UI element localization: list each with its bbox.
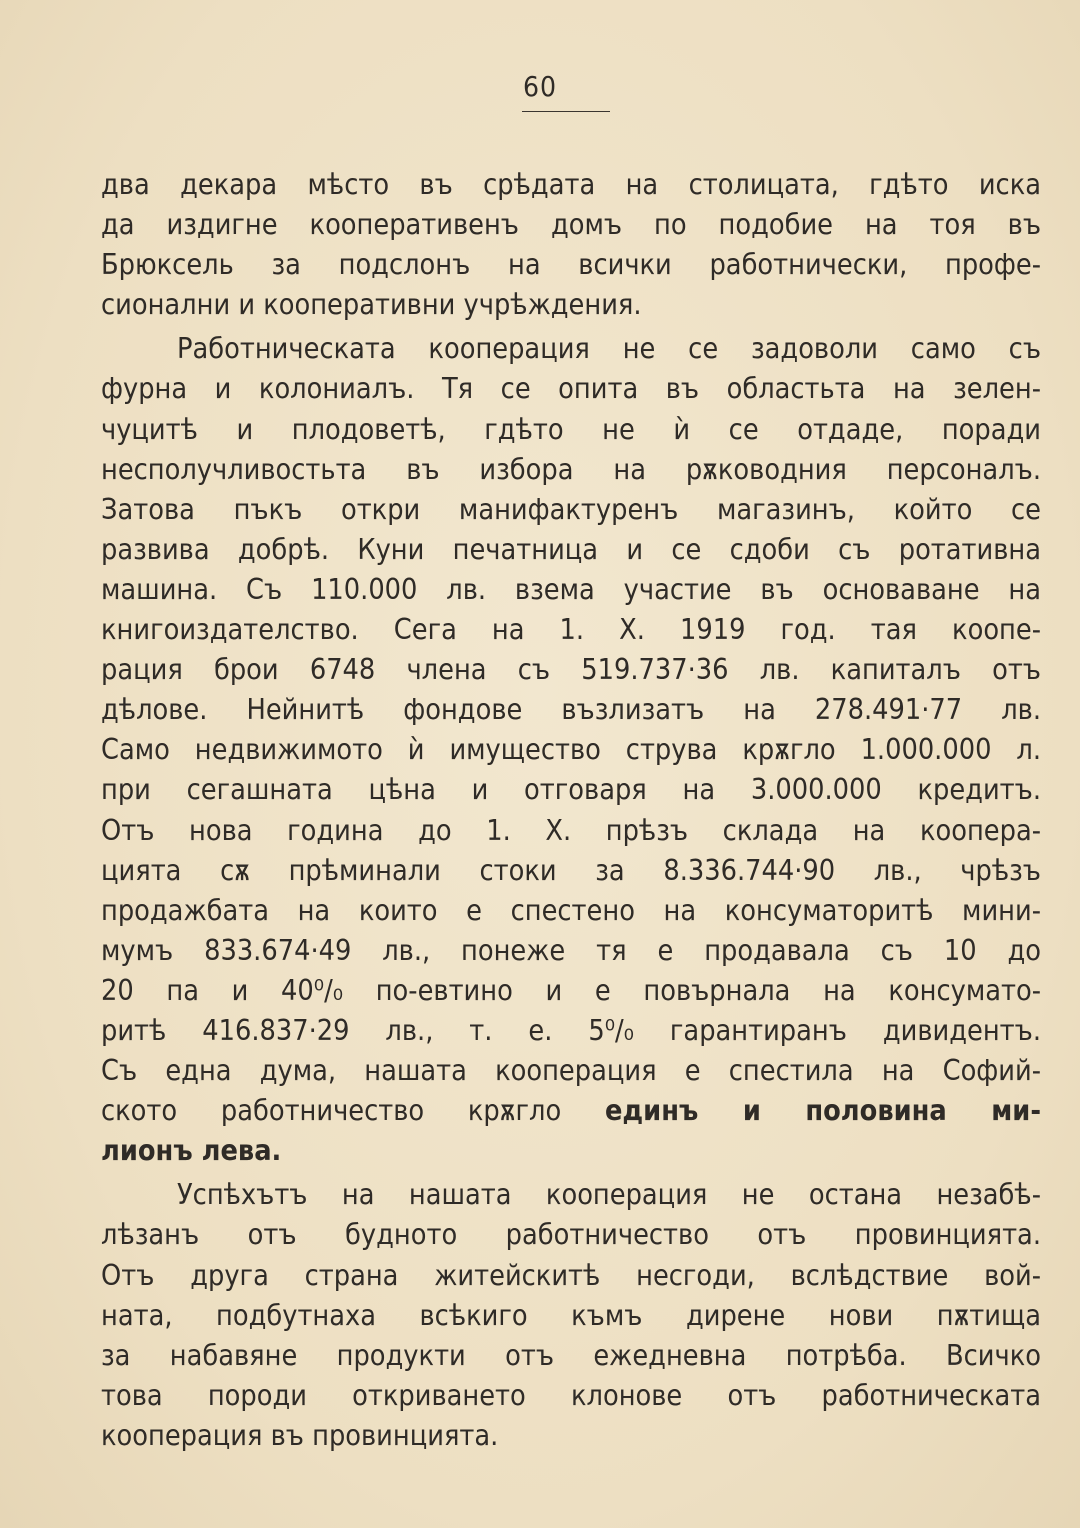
bold-span: лионъ лева. bbox=[101, 1133, 282, 1168]
text-line: рация брои 6748 члена съ 519.737·36 лв. капиталъ отъ bbox=[101, 652, 1041, 687]
bold-span: единъ и половина ми- bbox=[604, 1093, 1042, 1128]
text-line: Само недвижимото ѝ имущество струва крѫгло 1.000.000 л. bbox=[101, 732, 1041, 767]
text-line: развива добрѣ. Куни печатница и се сдоби съ ротативна bbox=[101, 531, 1041, 566]
text-line: чуцитѣ и плодоветѣ, гдѣто не ѝ се отдаде, поради bbox=[101, 411, 1041, 446]
text-line-with-bold bbox=[101, 1090, 1041, 1130]
text-line: 20 па и 40⁰/₀ по-евтино и е повърнала на консумато- bbox=[101, 972, 1041, 1007]
text-line: мумъ 833.674·49 лв., понеже тя е продавала съ 10 до bbox=[101, 932, 1041, 967]
body-text bbox=[101, 164, 1041, 1455]
paragraph-3 bbox=[101, 1174, 1041, 1455]
text-line: лѣзанъ отъ будното работничество отъ провинцията. bbox=[101, 1217, 1041, 1252]
text-line: ритѣ 416.837·29 лв., т. е. 5⁰/₀ гарантиранъ дивидентъ. bbox=[101, 1012, 1041, 1047]
text-line: при сегашната цѣна и отговаря на 3.000.000 кредитъ. bbox=[101, 772, 1041, 807]
plain-span: ското работничество крѫгло bbox=[101, 1093, 562, 1128]
text-line: Отъ друга страна житейскитѣ несгоди, вслѣдствие вой- bbox=[101, 1257, 1041, 1292]
text-line: Брюксель за подслонъ на всички работнически, профе- bbox=[101, 247, 1041, 282]
text-line: книгоиздателство. Сега на 1. X. 1919 год. тая коопе- bbox=[101, 612, 1041, 647]
text-line: това породи откриването клонове отъ работническата bbox=[101, 1377, 1041, 1412]
text-line: цията сѫ прѣминали стоки за 8.336.744·90 лв., чрѣзъ bbox=[101, 852, 1041, 887]
text-line: машина. Съ 110.000 лв. взема участие въ основаване на bbox=[101, 571, 1041, 606]
text-line: фурна и колониалъ. Тя се опита въ областьта на зелен- bbox=[101, 371, 1041, 406]
text-line: Успѣхътъ на нашата кооперация не остана незабѣ- bbox=[177, 1177, 1041, 1212]
text-line: сионални и кооперативни учрѣждения. bbox=[101, 287, 642, 322]
paragraph-2 bbox=[101, 328, 1041, 1170]
page-number: 60 bbox=[522, 70, 558, 103]
text-line: да издигне кооперативенъ домъ по подобие на тоя въ bbox=[101, 207, 1041, 242]
page-number-rule bbox=[522, 111, 610, 112]
text-line: несполучливостьта въ избора на рѫководния персоналъ. bbox=[101, 451, 1041, 486]
text-line: за набавяне продукти отъ ежедневна потрѣба. Всичко bbox=[101, 1337, 1041, 1372]
text-line: кооперация въ провинцията. bbox=[101, 1417, 499, 1452]
text-line: Затова пъкъ откри манифактуренъ магазинъ, който се bbox=[101, 491, 1041, 526]
paragraph-1 bbox=[101, 164, 1041, 324]
text-line: Отъ нова година до 1. X. прѣзъ склада на коопера- bbox=[101, 812, 1041, 847]
text-line: продажбата на които е спестено на консуматоритѣ мини- bbox=[101, 892, 1041, 927]
text-line: два декара мѣсто въ срѣдата на столицата, гдѣто иска bbox=[101, 167, 1041, 201]
text-line-bold bbox=[101, 1130, 1041, 1170]
text-line: Работническата кооперация не се задоволи само съ bbox=[177, 331, 1041, 366]
text-line: Съ една дума, нашата кооперация е спестила на Софий- bbox=[101, 1053, 1041, 1088]
text-line: дѣлове. Нейнитѣ фондове възлизатъ на 278.491·77 лв. bbox=[101, 692, 1041, 727]
text-line: ната, подбутнаха всѣкиго къмъ дирене нови пѫтища bbox=[101, 1297, 1041, 1332]
